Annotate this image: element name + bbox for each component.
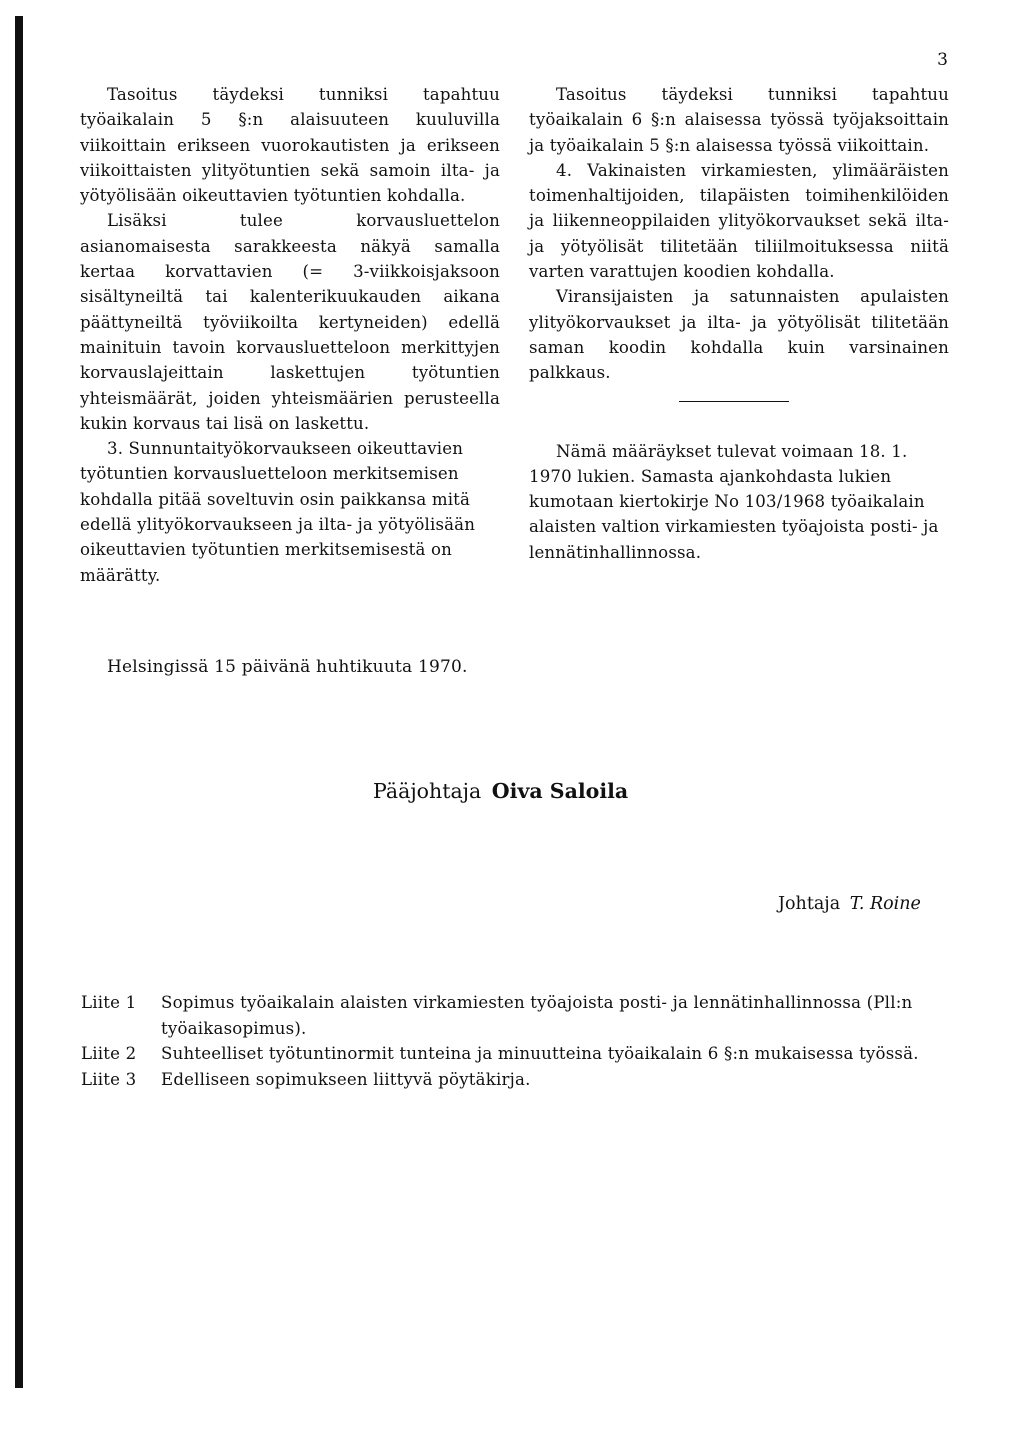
- appendix-item: [81, 1067, 961, 1093]
- right-paragraph-3: Viransijaisten ja satunnaisten apulaisten ylityökorvaukset ja ilta- ja yötyölisät tilitetään saman koodin kohdalla kuin varsinainen palkkaus.: [529, 287, 949, 383]
- appendix-item: [81, 1041, 961, 1067]
- signatory-title: Pääjohtaja: [373, 779, 482, 803]
- appendix-label: Liite 2: [81, 1044, 137, 1063]
- right-paragraph-2: 4. Vakinaisten virkamiesten, ylimääräisten toimenhaltijoiden, tilapäisten toimihenkilöiden ja liikenneoppilaiden ylityökorvaukset sekä ilta- ja yötyölisät tilitetään tiliilmoituksessa niitä varten varattujen koodien kohdalla.: [529, 160, 949, 282]
- left-paragraph-3: 3. Sunnuntaityökorvaukseen oikeuttavien työtuntien korvausluetteloon merkitsemisen kohdalla pitää soveltuvin osin paikkansa mitä edellä ylityökorvaukseen ja ilta- ja yötyölisään oikeuttavien työtuntien merkitsemisestä on määrätty.: [80, 439, 476, 585]
- appendix-label: Liite 3: [81, 1069, 137, 1089]
- spacer: [529, 402, 949, 439]
- signatory-name: T. Roine: [849, 894, 921, 914]
- appendix-item: [81, 990, 961, 1041]
- right-paragraph-4: Nämä määräykset tulevat voimaan 18. 1. 1970 lukien. Samasta ajankohdasta lukien kumotaan kiertokirje No 103/1968 työaikalain alaisten valtion virkamiesten työajoista posti- ja lennätinhallinnossa.: [529, 441, 939, 562]
- signatory-name: Oiva Saloila: [491, 779, 629, 803]
- appendix-text: Suhteelliset työtuntinormit tunteina ja minuutteina työaikalain 6 §:n mukaisessa työssä.: [161, 1044, 919, 1063]
- appendix-label: Liite 1: [81, 993, 137, 1012]
- appendix-text: Sopimus työaikalain alaisten virkamiesten työajoista posti- ja lennätinhallinnossa (Pll:n työaikasopimus).: [161, 993, 913, 1038]
- signature-director: [778, 891, 921, 917]
- appendix-list: [81, 990, 961, 1092]
- left-column: [80, 82, 500, 588]
- left-paragraph-2: Lisäksi tulee korvausluettelon asianomaisesta sarakkeesta näkyä samalla kertaa korvattavien (= 3-viikkoisjaksoon sisältyneiltä tai kalenterikuukauden aikana päättyneiltä työviikoilta kertyneiden) edellä mainituin tavoin korvausluetteloon merkittyjen korvauslajeittain laskettujen työtuntien yhteismäärät, joiden yhteismäärien perusteella kukin korvaus tai lisä on laskettu.: [80, 211, 500, 433]
- left-paragraph-1: Tasoitus täydeksi tunniksi tapahtuu työaikalain 5 §:n alaisuuteen kuuluvilla viikoittain erikseen vuorokautisten ja erikseen viikoittaisten ylityötuntien sekä samoin ilta- ja yötyölisään oikeuttavien työtuntien kohdalla.: [80, 85, 500, 206]
- appendix-text: Edelliseen sopimukseen liittyvä pöytäkirja.: [161, 1069, 531, 1089]
- signature-director-general: [373, 776, 628, 806]
- date-line: Helsingissä 15 päivänä huhtikuuta 1970.: [107, 657, 468, 677]
- binding-edge-bar: [15, 16, 23, 1388]
- page-number: 3: [937, 50, 948, 70]
- right-column: [529, 82, 949, 565]
- signatory-title: Johtaja: [778, 894, 841, 914]
- right-paragraph-1: Tasoitus täydeksi tunniksi tapahtuu työaikalain 6 §:n alaisessa työssä työjaksoittain ja työaikalain 5 §:n alaisessa työssä viikoittain.: [529, 85, 949, 155]
